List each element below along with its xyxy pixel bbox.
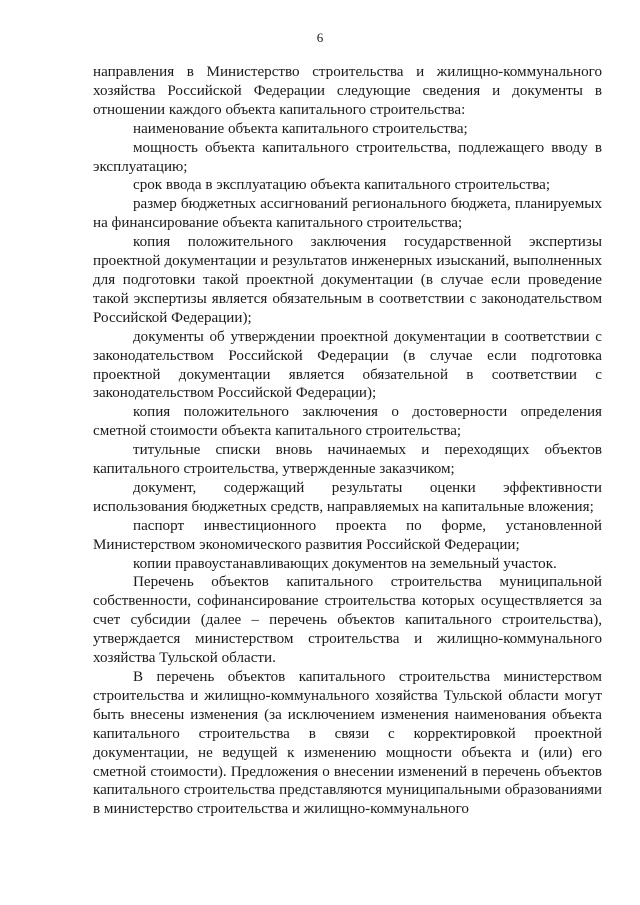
list-item: мощность объекта капитального строительства, подлежащего вводу в эксплуатацию; xyxy=(93,139,602,175)
list-item: размер бюджетных ассигнований регионального бюджета, планируемых на финансирование объекта капитального строительства; xyxy=(93,196,602,232)
list-item: титульные списки вновь начинаемых и переходящих объектов капитального строительства, утвержденные заказчиком; xyxy=(93,442,602,478)
list-item: документ, содержащий результаты оценки эффективности использования бюджетных средств, направляемых на капитальные вложения; xyxy=(93,479,602,515)
page-number: 6 xyxy=(316,30,324,45)
list-item: документы об утверждении проектной документации в соответствии с законодательством Российской Федерации (в случае если подготовка проектной документации является обязательной в соответствии с законодательством Российской Федерации); xyxy=(93,328,602,402)
document-body xyxy=(93,63,602,819)
list-item: копия положительного заключения государственной экспертизы проектной документации и результатов инженерных изысканий, выполненных для подготовки такой проектной документации (в случае если проведение такой экспертизы является обязательным в соответствии с законодательством Российской Федерации); xyxy=(93,234,602,326)
paragraph: В перечень объектов капитального строительства министерством строительства и жилищно-коммунального хозяйства Тульской области могут быть внесены изменения (за исключением изменения наименования объекта капитального строительства в связи с корректировкой проектной документации, не ведущей к изменению мощности объекта и (или) его сметной стоимости). Предложения о внесении изменений в перечень объектов капитального строительства представляются муниципальными образованиями в министерство строительства и жилищно-коммунального xyxy=(93,669,602,818)
list-item: копии правоустанавливающих документов на земельный участок. xyxy=(133,555,557,572)
list-item: паспорт инвестиционного проекта по форме, установленной Министерством экономического развития Российской Федерации; xyxy=(93,517,602,553)
list-item: наименование объекта капитального строительства; xyxy=(133,120,468,137)
paragraph: направления в Министерство строительства и жилищно-коммунального хозяйства Российской Федерации следующие сведения и документы в отношении каждого объекта капитального строительства: xyxy=(93,64,602,118)
list-item: срок ввода в эксплуатацию объекта капитального строительства; xyxy=(133,177,551,194)
paragraph: Перечень объектов капитального строительства муниципальной собственности, софинансирование строительства которых осуществляется за счет субсидии (далее – перечень объектов капитального строительства), утверждается министерством строительства и жилищно-коммунального хозяйства Тульской области. xyxy=(93,574,602,667)
list-item: копия положительного заключения о достоверности определения сметной стоимости объекта капитального строительства; xyxy=(93,404,602,440)
